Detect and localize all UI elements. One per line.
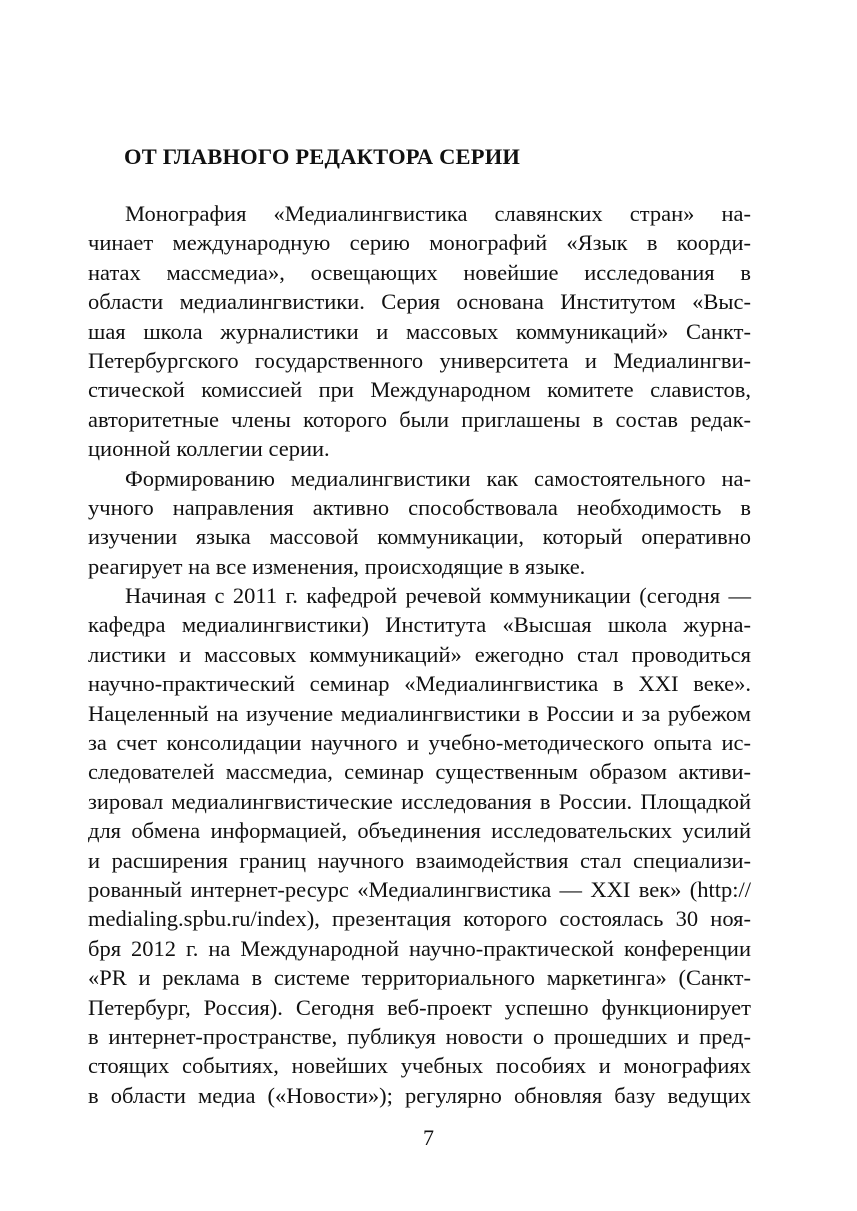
- paragraph-3-line-16: в интернет-пространстве, публикуя новости о прошедших и пред-: [88, 1023, 751, 1049]
- paragraph-2-line-1: Формированию медиалингвистики как самостоятельного на-: [125, 465, 751, 491]
- paragraph-1-line-3: натах массмедиа», освещающих новейшие исследования в: [88, 259, 751, 285]
- paragraph-3-line-2: кафедра медиалингвистики) Института «Высшая школа журна-: [88, 612, 751, 638]
- paragraph-3-line-12: medialing.spbu.ru/index), презентация которого состоялась 30 ноя-: [88, 906, 751, 932]
- paragraph-3-line-8: зировал медиалингвистические исследования в России. Площадкой: [88, 788, 751, 814]
- paragraph-1-line-4: области медиалингвистики. Серия основана Институтом «Выс-: [88, 289, 751, 315]
- paragraph-3-line-6: за счет консолидации научного и учебно-методического опыта ис-: [88, 730, 751, 756]
- paragraph-1-line-8: авторитетные члены которого были приглашены в состав редак-: [88, 406, 751, 432]
- paragraph-1-line-5: шая школа журналистики и массовых коммуникаций» Санкт-: [88, 318, 751, 344]
- paragraph-2-line-4: реагирует на все изменения, происходящие в языке.: [88, 553, 586, 579]
- paragraph-2-line-3: изучении языка массовой коммуникации, который оперативно: [88, 524, 751, 550]
- body-text: [88, 199, 751, 1110]
- paragraph-3-line-14: «PR и реклама в системе территориального маркетинга» (Санкт-: [88, 965, 751, 991]
- paragraph-3-line-17: стоящих событиях, новейших учебных пособиях и монографиях: [88, 1053, 751, 1079]
- page-number: 7: [423, 1125, 434, 1150]
- paragraph-1-line-7: стической комиссией при Международном комитете славистов,: [88, 377, 751, 403]
- paragraph-1-line-2: чинает международную серию монографий «Язык в коорди-: [88, 230, 751, 256]
- paragraph-3-line-7: следователей массмедиа, семинар существенным образом активи-: [88, 759, 751, 785]
- paragraph-3-line-18: в области медиа («Новости»); регулярно обновляя базу ведущих: [88, 1082, 751, 1108]
- paragraph-3-line-9: для обмена информацией, объединения исследовательских усилий: [88, 818, 751, 844]
- paragraph-3-line-10: и расширения границ научного взаимодействия стал специализи-: [88, 847, 751, 873]
- paragraph-3-line-5: Нацеленный на изучение медиалингвистики в России и за рубежом: [88, 700, 751, 726]
- paragraph-1-line-1: Монография «Медиалингвистика славянских стран» на-: [125, 201, 751, 226]
- paragraph-1-line-9: ционной коллегии серии.: [88, 436, 330, 462]
- paragraph-1-line-6: Петербургского государственного университета и Медиалингви-: [88, 347, 751, 373]
- paragraph-3-line-13: бря 2012 г. на Международной научно-практической конференции: [88, 935, 751, 961]
- paragraph-3-line-4: научно-практический семинар «Медиалингвистика в XXI веке».: [88, 671, 751, 697]
- paragraph-3-line-3: листики и массовых коммуникаций» ежегодно стал проводиться: [88, 641, 751, 667]
- paragraph-3-line-15: Петербург, Россия). Сегодня веб-проект успешно функционирует: [88, 994, 751, 1020]
- paragraph-2-line-2: учного направления активно способствовала необходимость в: [88, 494, 751, 520]
- paragraph-3-line-11: рованный интернет-ресурс «Медиалингвистика — XXI век» (http://: [88, 876, 751, 902]
- paragraph-3-line-1: Начиная с 2011 г. кафедрой речевой коммуникации (сегодня —: [125, 583, 751, 609]
- section-title: ОТ ГЛАВНОГО РЕДАКТОРА СЕРИИ: [124, 144, 521, 169]
